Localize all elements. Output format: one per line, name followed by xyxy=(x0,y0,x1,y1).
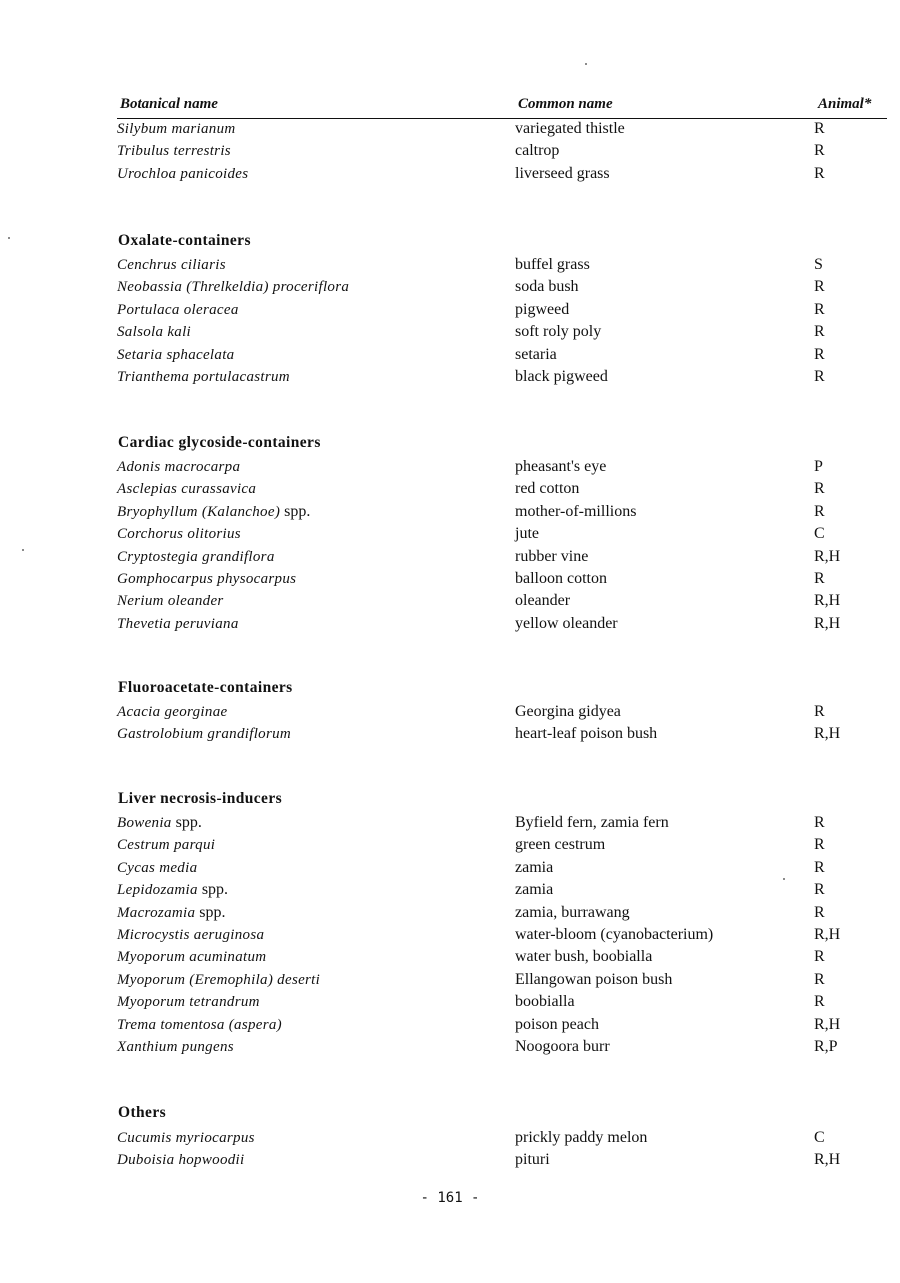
table-row xyxy=(0,902,900,924)
common-name-cell: Noogoora burr xyxy=(515,1038,610,1055)
animal-code-cell: R xyxy=(814,278,825,296)
botanical-name: Gastrolobium grandiflorum xyxy=(117,726,292,743)
botanical-name-cell xyxy=(117,991,260,1013)
botanical-name: Acacia georginae xyxy=(117,704,228,720)
botanical-name-cell xyxy=(117,834,215,856)
table-row xyxy=(0,321,900,343)
animal-code-cell: C xyxy=(814,1129,825,1146)
animal-code-cell: R xyxy=(814,993,825,1011)
botanical-name: Duboisia hopwoodii xyxy=(117,1152,245,1169)
botanical-name: Setaria sphacelata xyxy=(117,346,235,363)
animal-code-cell: R xyxy=(814,164,825,182)
botanical-name-cell xyxy=(117,299,239,321)
botanical-name-cell xyxy=(117,276,349,298)
common-name-cell: caltrop xyxy=(515,142,560,160)
table-row xyxy=(0,140,900,162)
table-row xyxy=(0,857,900,879)
section-title: Liver necrosis-inducers xyxy=(118,790,283,807)
table-row xyxy=(0,1149,900,1171)
common-name-cell: Ellangowan poison bush xyxy=(515,970,673,988)
scan-speck xyxy=(22,549,24,551)
animal-code-cell: R xyxy=(814,570,825,587)
animal-code-cell: R,H xyxy=(814,547,841,565)
common-name-cell: mother-of-millions xyxy=(515,502,637,520)
botanical-name: Asclepias curassavica xyxy=(117,481,257,498)
animal-code-cell: R xyxy=(814,300,825,318)
animal-code-cell: R xyxy=(814,970,825,988)
animal-code-cell: P xyxy=(814,458,823,475)
scan-speck xyxy=(8,237,10,239)
table-row xyxy=(0,1014,900,1036)
table-row xyxy=(0,834,900,856)
common-name-cell: soft roly poly xyxy=(515,323,602,341)
common-name-header: Common name xyxy=(518,96,613,112)
animal-code-cell: R xyxy=(814,345,825,363)
animal-code-cell: R xyxy=(814,836,825,854)
botanical-name: Portulaca oleracea xyxy=(117,301,239,318)
botanical-name: Bryophyllum (Kalanchoe) xyxy=(117,503,281,520)
botanical-name: Thevetia peruviana xyxy=(117,615,239,632)
table-row xyxy=(0,924,900,946)
botanical-name-cell xyxy=(117,501,310,523)
animal-code-cell: R xyxy=(814,814,825,831)
table-row xyxy=(0,344,900,366)
section-title: Fluoroacetate-containers xyxy=(118,679,293,696)
animal-code-cell: R,H xyxy=(814,1151,841,1169)
botanical-name-cell xyxy=(117,924,264,946)
common-name-cell: liverseed grass xyxy=(515,164,610,182)
common-name-cell: boobialla xyxy=(515,993,575,1011)
botanical-name: Neobassia (Threlkeldia) proceriflora xyxy=(117,279,350,296)
botanical-name: Urochloa panicoides xyxy=(117,165,249,182)
botanical-name: Myoporum (Eremophila) deserti xyxy=(117,971,321,988)
botanical-name: Silybum marianum xyxy=(117,121,236,137)
botanical-name-cell xyxy=(117,946,266,968)
botanical-name-cell xyxy=(117,1014,282,1036)
table-row xyxy=(0,276,900,298)
animal-code-cell: R,H xyxy=(814,1015,841,1033)
table-row xyxy=(0,254,900,276)
botanical-name-cell xyxy=(117,590,224,612)
common-name-cell: prickly paddy melon xyxy=(515,1129,648,1146)
common-name-cell: heart-leaf poison bush xyxy=(515,725,658,743)
common-name-cell: poison peach xyxy=(515,1015,599,1033)
page-number: - 161 - xyxy=(420,1190,480,1206)
section-title: Cardiac glycoside-containers xyxy=(118,434,321,451)
botanical-name: Cenchrus ciliaris xyxy=(117,257,226,273)
animal-header: Animal* xyxy=(818,96,872,112)
botanical-name: Lepidozamia xyxy=(117,882,198,899)
common-name-cell: zamia, burrawang xyxy=(515,903,630,921)
animal-code-cell: R xyxy=(814,903,825,921)
botanical-name: Xanthium pungens xyxy=(117,1039,234,1055)
botanical-name: Microcystis aeruginosa xyxy=(117,927,265,943)
common-name-cell: black pigweed xyxy=(515,368,608,385)
section-title: Others xyxy=(118,1104,167,1121)
table-row xyxy=(0,812,900,834)
botanical-name: Cestrum parqui xyxy=(117,837,216,854)
botanical-name-cell xyxy=(117,366,290,388)
table-row xyxy=(0,701,900,723)
table-row xyxy=(0,1127,900,1149)
table-row xyxy=(0,969,900,991)
common-name-cell: rubber vine xyxy=(515,547,589,565)
table-row xyxy=(0,879,900,901)
table-row xyxy=(0,1036,900,1058)
botanical-name-cell xyxy=(117,546,275,568)
table-row xyxy=(0,163,900,185)
animal-code-cell: R,P xyxy=(814,1038,838,1055)
table-row xyxy=(0,299,900,321)
table-row xyxy=(0,991,900,1013)
common-name-cell: buffel grass xyxy=(515,256,590,273)
common-name-cell: yellow oleander xyxy=(515,614,618,632)
botanical-name-cell xyxy=(117,1036,234,1058)
table-header xyxy=(0,94,900,118)
botanical-name: Salsola kali xyxy=(117,324,192,341)
animal-code-cell: R xyxy=(814,120,825,137)
table-row xyxy=(0,501,900,523)
botanical-name-cell xyxy=(117,344,234,366)
table-row xyxy=(0,478,900,500)
section-title: Oxalate-containers xyxy=(118,232,251,249)
botanical-name: Corchorus olitorius xyxy=(117,526,241,543)
botanical-name-suffix: spp. xyxy=(171,814,202,831)
botanical-name-cell xyxy=(117,163,248,185)
botanical-name-cell xyxy=(117,254,226,276)
botanical-name-cell xyxy=(117,478,256,500)
common-name-cell: oleander xyxy=(515,592,571,610)
scan-speck xyxy=(585,63,587,65)
animal-code-cell: R xyxy=(814,142,825,160)
botanical-name-cell xyxy=(117,140,231,162)
common-name-cell: water-bloom (cyanobacterium) xyxy=(515,926,714,943)
botanical-name-cell xyxy=(117,902,226,924)
botanical-name-cell xyxy=(117,118,236,140)
scan-speck xyxy=(783,878,785,880)
common-name-cell: pigweed xyxy=(515,300,570,318)
animal-code-cell: R xyxy=(814,368,825,385)
botanical-name-cell xyxy=(117,969,320,991)
animal-code-cell: R,H xyxy=(814,614,841,632)
common-name-cell: water bush, boobialla xyxy=(515,948,653,966)
common-name-cell: pituri xyxy=(515,1151,550,1169)
common-name-cell: Byfield fern, zamia fern xyxy=(515,814,669,831)
botanical-name-cell xyxy=(117,613,239,635)
botanical-name: Myoporum acuminatum xyxy=(117,949,267,966)
common-name-cell: variegated thistle xyxy=(515,120,625,137)
animal-code-cell: R xyxy=(814,502,825,520)
botanical-name-suffix: spp. xyxy=(280,502,311,520)
animal-code-cell: R xyxy=(814,858,825,876)
botanical-name-suffix: spp. xyxy=(195,903,226,921)
common-name-cell: green cestrum xyxy=(515,836,606,854)
animal-code-cell: R,H xyxy=(814,592,841,610)
common-name-cell: setaria xyxy=(515,345,557,363)
table-row xyxy=(0,118,900,140)
botanical-name-suffix: spp. xyxy=(197,881,229,899)
common-name-cell: balloon cotton xyxy=(515,570,607,587)
animal-code-cell: R xyxy=(814,323,825,341)
botanical-name: Nerium oleander xyxy=(117,593,224,610)
botanical-name-cell xyxy=(117,523,241,545)
botanical-name: Tribulus terrestris xyxy=(117,143,231,160)
table-row xyxy=(0,590,900,612)
botanical-name-cell xyxy=(117,879,228,901)
animal-code-cell: R,H xyxy=(814,926,841,943)
botanical-name-cell xyxy=(117,701,227,723)
botanical-name: Myoporum tetrandrum xyxy=(117,994,260,1011)
common-name-cell: zamia xyxy=(515,881,554,899)
table-row xyxy=(0,568,900,590)
animal-code-cell: R,H xyxy=(814,725,841,743)
common-name-cell: pheasant's eye xyxy=(515,458,607,475)
animal-code-cell: R xyxy=(814,881,825,899)
common-name-cell: red cotton xyxy=(515,480,580,498)
botanical-name-cell xyxy=(117,812,202,834)
common-name-cell: soda bush xyxy=(515,278,579,296)
botanical-name: Gomphocarpus physocarpus xyxy=(117,571,297,587)
table-row xyxy=(0,613,900,635)
animal-code-cell: R xyxy=(814,703,825,720)
botanical-name: Bowenia xyxy=(117,815,172,831)
table-row xyxy=(0,946,900,968)
botanical-name-cell xyxy=(117,456,240,478)
botanical-name: Trema tomentosa (aspera) xyxy=(117,1016,282,1033)
botanical-name: Cycas media xyxy=(117,859,198,876)
botanical-name: Cucumis myriocarpus xyxy=(117,1130,255,1146)
animal-code-cell: S xyxy=(814,256,823,273)
botanical-name: Trianthema portulacastrum xyxy=(117,369,290,385)
animal-code-cell: R xyxy=(814,948,825,966)
botanical-name-cell xyxy=(117,1149,245,1171)
common-name-cell: zamia xyxy=(515,858,554,876)
common-name-cell: Georgina gidyea xyxy=(515,703,621,720)
botanical-name: Cryptostegia grandiflora xyxy=(117,548,275,565)
botanical-name-cell xyxy=(117,1127,255,1149)
botanical-name-header: Botanical name xyxy=(120,96,218,112)
animal-code-cell: C xyxy=(814,525,825,543)
table-row xyxy=(0,546,900,568)
table-row xyxy=(0,366,900,388)
botanical-name-cell xyxy=(117,568,296,590)
animal-code-cell: R xyxy=(814,480,825,498)
botanical-name-cell xyxy=(117,321,191,343)
botanical-name-cell xyxy=(117,857,197,879)
botanical-name: Adonis macrocarpa xyxy=(117,459,241,475)
botanical-name: Macrozamia xyxy=(117,904,196,921)
table-row xyxy=(0,523,900,545)
table-row xyxy=(0,456,900,478)
common-name-cell: jute xyxy=(515,525,539,543)
botanical-name-cell xyxy=(117,723,291,745)
table-row xyxy=(0,723,900,745)
